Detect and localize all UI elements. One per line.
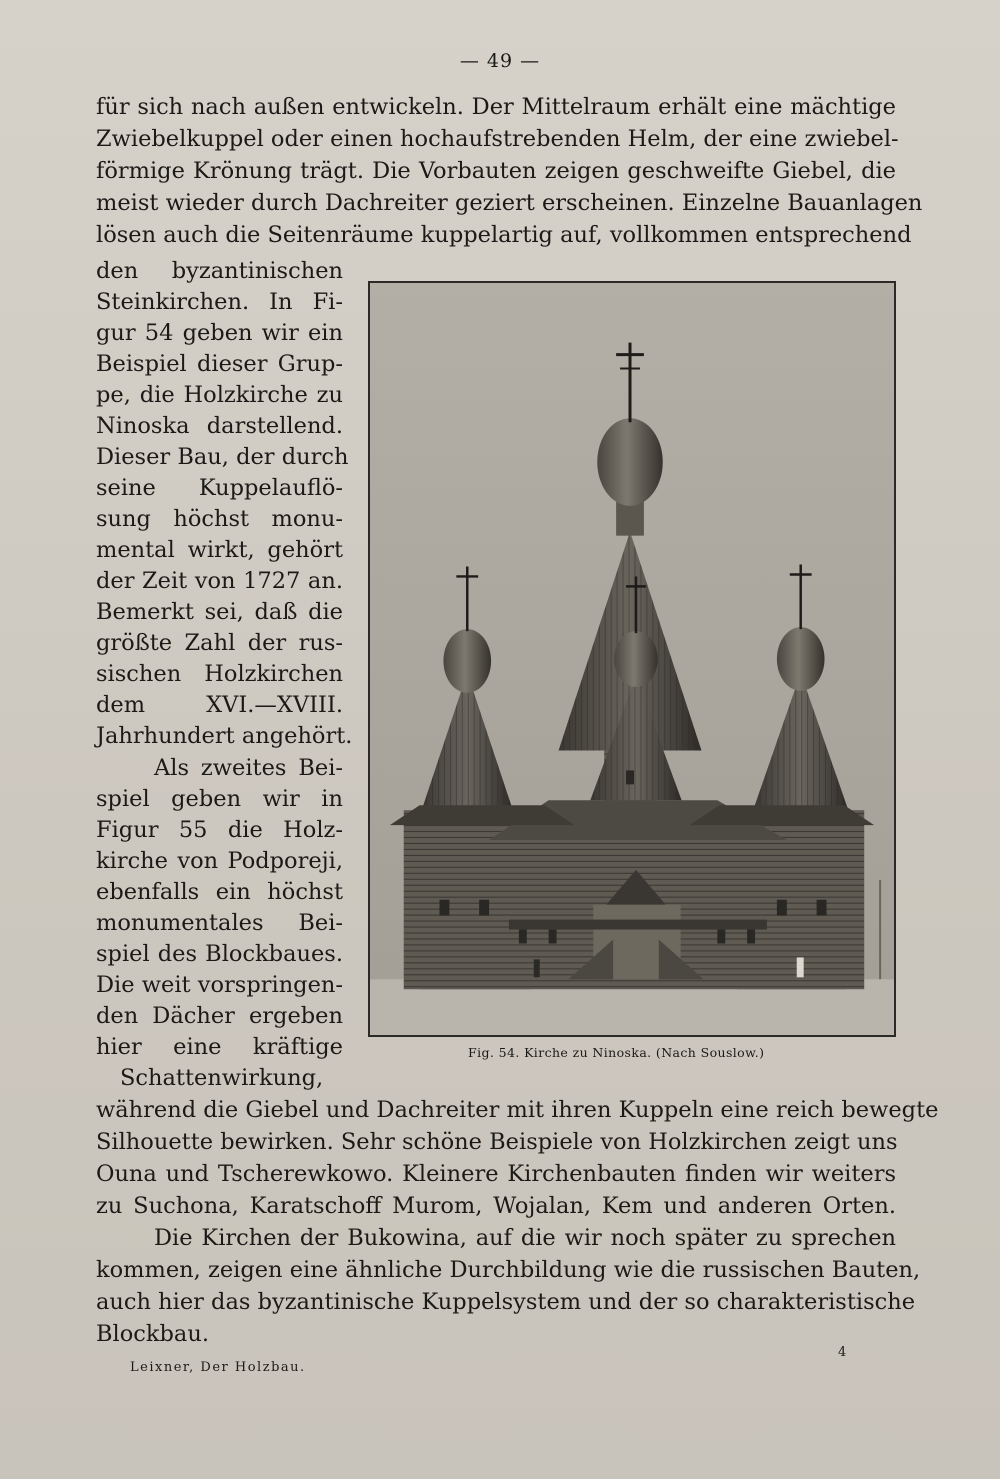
text-line: während die Giebel und Dachreiter mit ihren Kuppeln eine reich bewegte bbox=[96, 1097, 939, 1123]
text-line: mental wirkt, gehört bbox=[96, 537, 343, 563]
text-line: ebenfalls ein höchst bbox=[96, 879, 343, 905]
text-line: lösen auch die Seitenräume kuppelartig auf, vollkommen entsprechend bbox=[96, 222, 912, 248]
text-line: auch hier das byzantinische Kuppelsystem und der so charakteristische bbox=[96, 1289, 916, 1315]
text-line: spiel geben wir in bbox=[96, 786, 343, 812]
text-line: Ouna und Tscherewkowo. Kleinere Kirchenbauten finden wir weiters bbox=[96, 1161, 896, 1187]
text-line: für sich nach außen entwickeln. Der Mittelraum erhält eine mächtige bbox=[96, 94, 896, 120]
figure-caption: Fig. 54. Kirche zu Ninoska. (Nach Souslow.) bbox=[468, 1045, 765, 1060]
text-line: monumentales Bei- bbox=[96, 910, 343, 936]
text-line: Als zweites Bei- bbox=[154, 755, 343, 781]
text-line: sung höchst monu- bbox=[96, 506, 343, 532]
text-line: Zwiebelkuppel oder einen hochaufstrebenden Helm, der eine zwiebel- bbox=[96, 126, 899, 152]
text-line: seine Kuppelauflö- bbox=[96, 475, 343, 501]
footer-author-title: Leixner, Der Holzbau. bbox=[130, 1360, 306, 1375]
text-line: Die weit vorspringen- bbox=[96, 972, 343, 998]
text-line: Steinkirchen. In Fi- bbox=[96, 289, 343, 315]
text-line: den byzantinischen bbox=[96, 258, 343, 284]
figure-plate bbox=[368, 281, 896, 1037]
signature-mark: 4 bbox=[838, 1345, 847, 1360]
text-line: zu Suchona, Karatschoff Murom, Wojalan, Kem und anderen Orten. bbox=[96, 1193, 896, 1219]
text-line: gur 54 geben wir ein bbox=[96, 320, 343, 346]
text-line: Blockbau. bbox=[96, 1321, 209, 1347]
text-line: förmige Krönung trägt. Die Vorbauten zeigen geschweifte Giebel, die bbox=[96, 158, 896, 184]
text-line: Die Kirchen der Bukowina, auf die wir noch später zu sprechen bbox=[154, 1225, 896, 1251]
text-line: Figur 55 die Holz- bbox=[96, 817, 343, 843]
text-line: Bemerkt sei, daß die bbox=[96, 599, 343, 625]
text-line: der Zeit von 1727 an. bbox=[96, 568, 343, 594]
text-line: kirche von Podporeji, bbox=[96, 848, 343, 874]
text-line: hier eine kräftige bbox=[96, 1034, 343, 1060]
text-line: Silhouette bewirken. Sehr schöne Beispiele von Holzkirchen zeigt uns bbox=[96, 1129, 898, 1155]
text-line: Jahrhundert angehört. bbox=[96, 723, 353, 749]
church-illustration bbox=[370, 283, 894, 1035]
text-line: Schattenwirkung, bbox=[120, 1065, 324, 1091]
page-number: — 49 — bbox=[459, 50, 541, 72]
text-line: spiel des Blockbaues. bbox=[96, 941, 343, 967]
text-line: Beispiel dieser Grup- bbox=[96, 351, 343, 377]
text-line: sischen Holzkirchen bbox=[96, 661, 343, 687]
text-line: den Dächer ergeben bbox=[96, 1003, 343, 1029]
text-line: Dieser Bau, der durch bbox=[96, 444, 349, 470]
text-line: meist wieder durch Dachreiter geziert erscheinen. Einzelne Bauanlagen bbox=[96, 190, 923, 216]
text-line: Ninoska darstellend. bbox=[96, 413, 343, 439]
text-line: kommen, zeigen eine ähnliche Durchbildung wie die russischen Bauten, bbox=[96, 1257, 921, 1283]
text-line: pe, die Holzkirche zu bbox=[96, 382, 343, 408]
text-line: größte Zahl der rus- bbox=[96, 630, 343, 656]
text-line: dem XVI.—XVIII. bbox=[96, 692, 343, 718]
